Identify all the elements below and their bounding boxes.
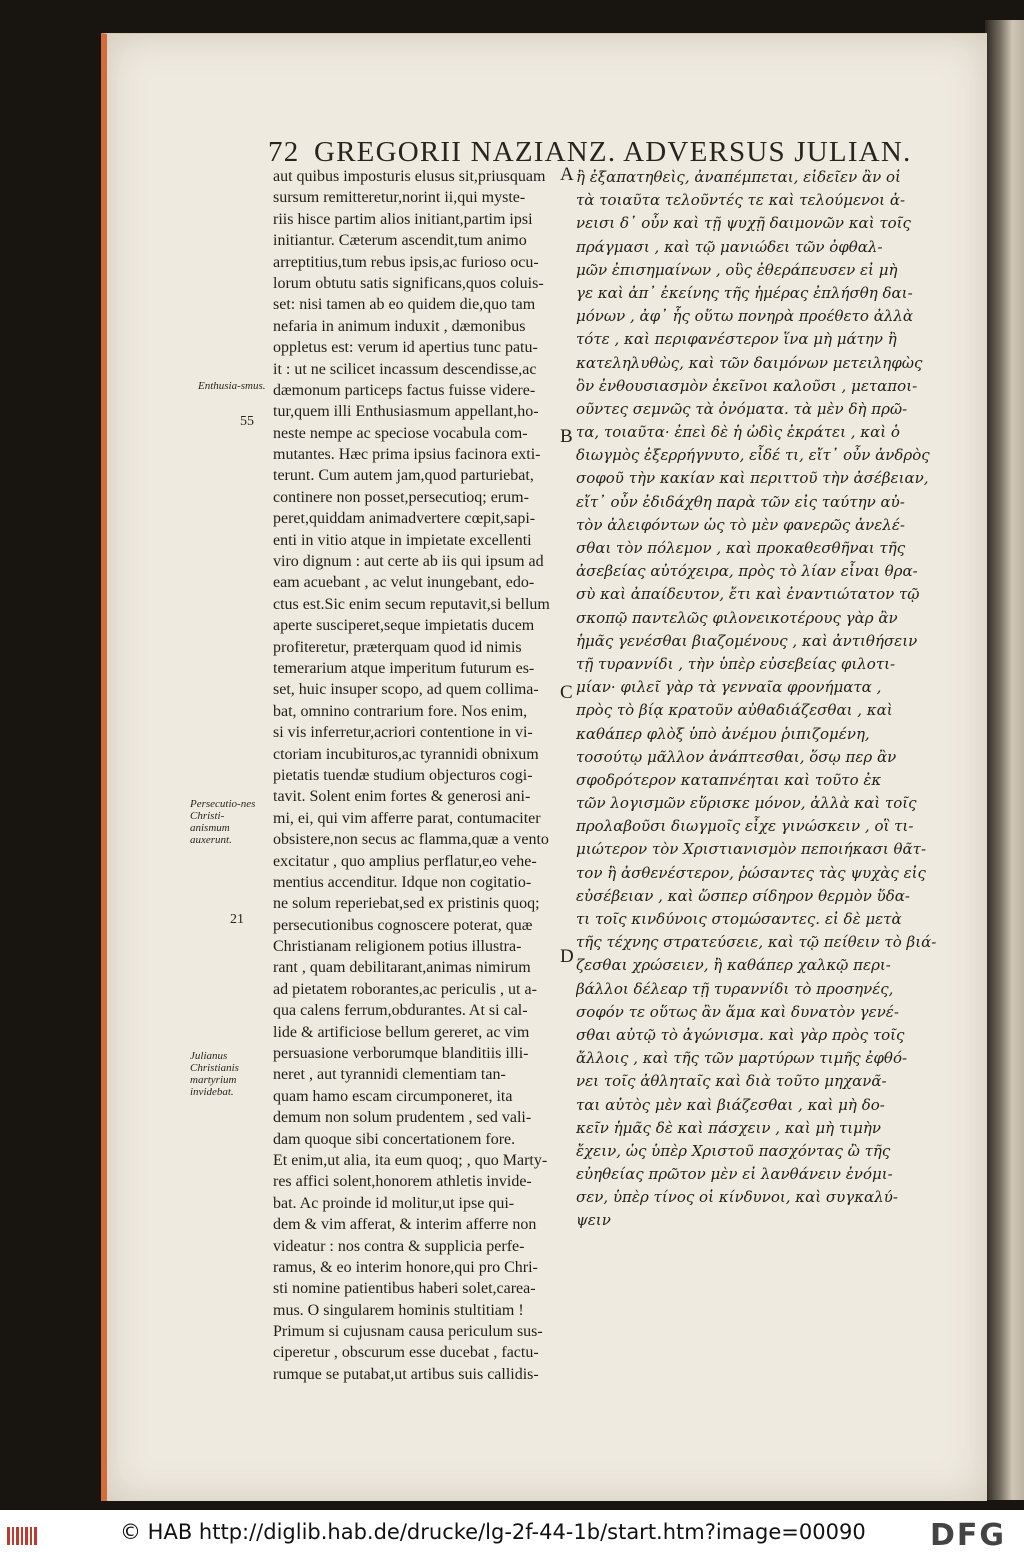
- greek-text-line: τῶν λογισμῶν εὕρισκε μόνον, ἀλλὰ καὶ τοῖς: [576, 794, 917, 813]
- greek-text-line: σὺ καὶ ἀπαίδευτον, ἔτι καὶ ἐναντιώτατον τῷ: [576, 585, 920, 604]
- greek-text-line: τότε , καὶ περιφανέστερον ἵνα μὴ μάτην ἢ: [576, 330, 897, 349]
- latin-text-line: lide & artificiose bellum gereret, ac vim: [273, 1023, 530, 1041]
- latin-text-line: initiantur. Cæterum ascendit,tum animo: [273, 232, 527, 250]
- greek-column: [576, 166, 966, 1233]
- margin-number-55: 55: [240, 414, 254, 429]
- latin-text-line: dam quoque sibi concertationem fore.: [273, 1130, 516, 1148]
- latin-text-line: enti in vitio atque in impietate excellenti: [273, 531, 532, 549]
- latin-text-line: peret,quiddam animadvertere cœpit,sapi-: [273, 510, 536, 528]
- greek-text-line: μιώτερον τὸν Χριστιανισμὸν πεποιήκασι θᾶτ-: [576, 840, 927, 859]
- latin-text-line: persecutionibus cognoscere poterat, quæ: [273, 916, 533, 934]
- latin-text-line: demum non solum prudentem , sed vali-: [273, 1109, 532, 1127]
- page-number: 72: [268, 136, 300, 168]
- greek-text-line: τὸν ἀλειφόντων ὡς τὸ μὲν φανερῶς ἀνελέ-: [576, 515, 905, 534]
- greek-text-line: νεισι δ᾽ οὖν καὶ τῇ ψυχῇ δαιμονῶν καὶ τοῖς: [576, 214, 911, 233]
- dfg-logo: DFG: [930, 1518, 1007, 1553]
- copyright-url-link[interactable]: © HAB http://diglib.hab.de/drucke/lg-2f-44-1b/start.htm?image=00090: [120, 1520, 866, 1544]
- margin-number-21: 21: [230, 912, 244, 927]
- section-letter-a: A: [560, 164, 574, 185]
- margin-note-julianus: Julianus Christianis martyrium invidebat.: [190, 1050, 239, 1098]
- greek-text-line: βάλλοι δέλεαρ τῇ τυραννίδι τὸ προσηνές,: [576, 979, 894, 998]
- greek-text-line: ἡμᾶς γενέσθαι βιαζομένους , καὶ ἀντιθήσειν: [576, 631, 918, 650]
- latin-text-line: ne solum reperiebat,sed ex pristinis quoq;: [273, 895, 540, 913]
- greek-text-line: τῆς τέχνης στρατεύσειε, καὶ τῷ πείθειν τὸ βιά-: [576, 933, 937, 952]
- running-head-title: GREGORII NAZIANZ. ADVERSUS JULIAN.: [314, 136, 912, 168]
- latin-text-line: arreptitius,tum rebus ipsis,ac furioso ocu-: [273, 253, 539, 271]
- latin-text-line: Christianam religionem potius illustra-: [273, 938, 522, 956]
- section-letter-d: D: [560, 946, 574, 967]
- latin-column: [273, 166, 563, 1385]
- latin-text-line: tavit. Solent enim fortes & generosi ani-: [273, 788, 531, 806]
- margin-note-enthusiasmus: Enthusia-smus.: [198, 380, 266, 392]
- latin-text-line: qua calens ferrum,obdurantes. At si cal-: [273, 1002, 528, 1020]
- greek-text-line: μόνων , ἀφ᾽ ἧς οὕτω πονηρὰ προέθετο ἀλλὰ: [576, 307, 913, 326]
- greek-text-line: πράγμασι , καὶ τῷ μανιώδει τῶν ὀφθαλ-: [576, 237, 883, 256]
- greek-text-line: σοφοῦ τὴν κακίαν καὶ περιττοῦ τὴν ἀσέβειαν,: [576, 469, 929, 488]
- greek-text-line: ἀσεβείας αὐτόχειρα, πρὸς τὸ λίαν εἶναι θρα-: [576, 562, 918, 581]
- book-spine: [985, 20, 1024, 1500]
- latin-text-line: bat. Ac proinde id molitur,ut ipse qui-: [273, 1194, 515, 1212]
- greek-text-line: ζεσθαι χρώσειεν, ἢ καθάπερ χαλκῷ περι-: [576, 956, 891, 975]
- greek-text-line: τον ἢ ἀσθενέστερον, ῥώσαντες τὰς ψυχὰς εἰς: [576, 863, 926, 882]
- greek-text-line: τι τοῖς κινδύνοις στομώσαντες. εἰ δὲ μετὰ: [576, 910, 902, 928]
- greek-text-line: νει τοῖς ἀθληταῖς καὶ διὰ τοῦτο μηχανᾶ-: [576, 1072, 887, 1091]
- latin-text-line: rumque se putabat,ut artibus suis callidis-: [273, 1365, 539, 1383]
- greek-text-line: σοφόν τε οὕτως ἂν ἅμα καὶ δυνατὸν γενέ-: [576, 1002, 899, 1021]
- greek-text-line: ται αὐτὸς μὲν καὶ βιάζεσθαι , καὶ μὴ δο-: [576, 1095, 885, 1114]
- latin-text-line: continere non posset,persecutioq; erum-: [273, 488, 529, 506]
- latin-text-line: mentius accenditur. Idque non cogitatio-: [273, 873, 532, 891]
- latin-text-line: neste nempe ac speciose vocabula com-: [273, 424, 528, 442]
- latin-text-line: neret , aut tyrannidi clementiam tan-: [273, 1066, 506, 1084]
- latin-text-line: quam hamo escam circumponeret, ita: [273, 1087, 513, 1105]
- latin-text-line: ciperetur , obscurum esse ducebat , factu-: [273, 1344, 539, 1362]
- latin-text-line: obsistere,non secus ac flamma,quæ a vento: [273, 831, 549, 849]
- latin-text-line: set: nisi tamen ab eo quidem die,quo tam: [273, 296, 536, 314]
- greek-text-line: ἄλλοις , καὶ τῆς τῶν μαρτύρων τιμῆς ἐφθό-: [576, 1049, 908, 1068]
- greek-text-line: εἴτ᾽ οὖν ἐδιδάχθη παρὰ τῶν εἰς ταύτην αὐ-: [576, 492, 905, 511]
- latin-text-line: bat, omnino contrarium fore. Nos enim,: [273, 702, 528, 720]
- latin-text-line: profiteretur, præterquam quod id nimis: [273, 638, 522, 656]
- latin-text-line: it : ut ne scilicet incassum descendisse,ac: [273, 360, 537, 378]
- latin-text-line: aut quibus imposturis elusus sit,priusquam: [273, 168, 546, 185]
- latin-text-line: oppletus est: verum id apertius tunc patu-: [273, 339, 538, 357]
- latin-text-line: videatur : nos contra & supplicia perfe-: [273, 1237, 525, 1255]
- latin-text-line: pietatis tuendæ studium objecturos cogi-: [273, 766, 533, 784]
- section-letter-c: C: [560, 682, 573, 703]
- latin-text-line: eam acuebant , ac velut inungebant, edo-: [273, 574, 535, 592]
- latin-text-line: riis hisce partim alios initiant,partim ipsi: [273, 210, 533, 228]
- latin-text-line: sursum remitteretur,norint ii,qui myste-: [273, 189, 526, 207]
- greek-text-line: μῶν ἐπισημαίνων , οὓς ἐθεράπευσεν εἰ μὴ: [576, 260, 898, 279]
- latin-text-line: terunt. Cum autem jam,quod parturiebat,: [273, 467, 534, 485]
- greek-text-line: σφοδρότερον καταπνέηται καὶ τοῦτο ἐκ: [576, 770, 882, 789]
- latin-text-line: viro dignum : aut certe ab iis qui ipsum ad: [273, 553, 544, 571]
- greek-text-line: διωγμὸς ἐξερρήγνυτο, εἶδέ τι, εἴτ᾽ οὖν ἀνδρὸς: [576, 446, 930, 465]
- greek-text-line: ἔχειν, ὡς ὑπὲρ Χριστοῦ πασχόντας ὢ τῆς: [576, 1141, 891, 1160]
- latin-text-line: persuasione verborumque blanditiis illi-: [273, 1045, 529, 1063]
- latin-text-line: temerarium atque imperitum futurum es-: [273, 659, 535, 677]
- latin-text-line: lorum obtutu satis significans,quos coluis-: [273, 274, 544, 292]
- greek-text-line: τὰ τοιαῦτα τελοῦντές τε καὶ τελούμενοι ἀ-: [576, 191, 906, 210]
- latin-text-line: nefaria in animum induxit , dæmonibus: [273, 317, 526, 335]
- greek-text-line: πρὸς τὸ βίᾳ κρατοῦν αὐθαδιάζεσθαι , καὶ: [576, 701, 893, 720]
- latin-text-line: aperte susciperet,seque impietatis ducem: [273, 617, 535, 635]
- hab-barcode-logo-icon: [6, 1524, 38, 1548]
- greek-text-line: κεῖν ἡμᾶς δὲ καὶ πάσχειν , καὶ μὴ τιμὴν: [576, 1118, 881, 1137]
- greek-text-line: οῦντες σεμνῶς τὰ ὀνόματα. τὰ μὲν δὴ πρῶ-: [576, 399, 908, 418]
- greek-text-line: τα, τοιαῦτα· ἐπεὶ δὲ ἡ ὠδὶς ἐκράτει , καὶ ὁ: [576, 423, 900, 442]
- latin-text-line: set, huic insuper scopo, ad quem collima-: [273, 681, 539, 699]
- greek-text-line: μίαν· φιλεῖ γὰρ τὰ γενναῖα φρονήματα ,: [576, 678, 882, 697]
- latin-text-line: tur,quem illi Enthusiasmum appellant,ho-: [273, 403, 539, 421]
- greek-text-line: ὃν ἐνθουσιασμὸν ἐκεῖνοι καλοῦσι , μεταποι-: [576, 376, 918, 395]
- greek-text-line: προλαβοῦσι διωγμοῖς εἶχε γινώσκειν , οἳ τι-: [576, 817, 914, 836]
- margin-note-persecutiones: Persecutio-nes Christi-anismum auxerunt.: [190, 798, 256, 846]
- latin-text-line: dæmonum particeps factus fuisse videre-: [273, 381, 536, 399]
- greek-text-line: εὐσέβειαν , καὶ ὥσπερ σίδηρον θερμὸν ὕδα-: [576, 886, 910, 905]
- section-letter-b: B: [560, 426, 573, 447]
- latin-text-line: mi, ei, qui vim afferre parat, contumaciter: [273, 809, 541, 827]
- latin-text-line: res affici solent,honorem athletis invide-: [273, 1173, 532, 1191]
- greek-text-line: κατεληλυθὼς, καὶ τῶν δαιμόνων μετειληφὼς: [576, 353, 923, 372]
- latin-text-line: excitatur , quo amplius perflatur,eo vehe-: [273, 852, 537, 870]
- greek-text-line: γε καὶ ἀπ᾽ ἐκείνης τῆς ἡμέρας ἐπλήσθη δαι-: [576, 283, 913, 302]
- latin-text-line: ramus, & eo interim honore,qui pro Chri-: [273, 1258, 538, 1276]
- latin-text-line: rant , quam debilitarant,animas nimirum: [273, 959, 531, 977]
- greek-text-line: τῇ τυραννίδι , τὴν ὑπὲρ εὐσεβείας φιλοτι-: [576, 654, 896, 673]
- greek-text-line: σεν, ὑπὲρ τίνος οἱ κίνδυνοι, καὶ συγκαλύ-: [576, 1188, 898, 1207]
- latin-text-line: ctus est.Sic enim secum reputavit,si bellum: [273, 595, 550, 613]
- latin-text-line: ad pietatem roborantes,ac periculis , ut a-: [273, 980, 537, 998]
- greek-text-line: ἢ ἐξαπατηθεὶς, ἀναπέμπεται, εἰδεῖεν ἂν οἱ: [576, 168, 901, 186]
- greek-text-line: σκοπῷ παντελῶς φιλονεικοτέρους γὰρ ἂν: [576, 608, 898, 627]
- greek-text-line: καθάπερ φλὸξ ὑπὸ ἀνέμου ῥιπιζομένη,: [576, 724, 870, 743]
- greek-text-line: σθαι αὐτῷ τὸ ἀγώνισμα. καὶ γὰρ πρὸς τοῖς: [576, 1025, 905, 1044]
- latin-text-line: dem & vim afferat, & interim afferre non: [273, 1216, 537, 1234]
- greek-text-line: εὐηθείας πρῶτον μὲν εἰ λανθάνειν ἐνόμι-: [576, 1165, 893, 1184]
- latin-text-line: mus. O singularem hominis stultitiam !: [273, 1301, 524, 1319]
- latin-text-line: si vis inferretur,acriori contentione in vi-: [273, 724, 533, 742]
- greek-text-line: ψειν: [576, 1211, 611, 1230]
- latin-text-line: Et enim,ut alia, ita eum quoq; , quo Marty-: [273, 1151, 548, 1169]
- greek-text-line: τοσούτῳ μᾶλλον ἀνάπτεσθαι, ὅσῳ περ ἂν: [576, 747, 897, 766]
- latin-text-line: sti nomine patientibus haberi solet,carea-: [273, 1280, 536, 1298]
- latin-text-line: ctoriam incubituros,ac tyrannidi obnixum: [273, 745, 539, 763]
- latin-text-line: Primum si cujusnam causa periculum sus-: [273, 1323, 543, 1341]
- greek-text-line: σθαι τὸν πόλεμον , καὶ προκαθεσθῆναι τῆς: [576, 539, 906, 557]
- latin-text-line: mutantes. Hæc prima ipsius facinora exti-: [273, 446, 541, 464]
